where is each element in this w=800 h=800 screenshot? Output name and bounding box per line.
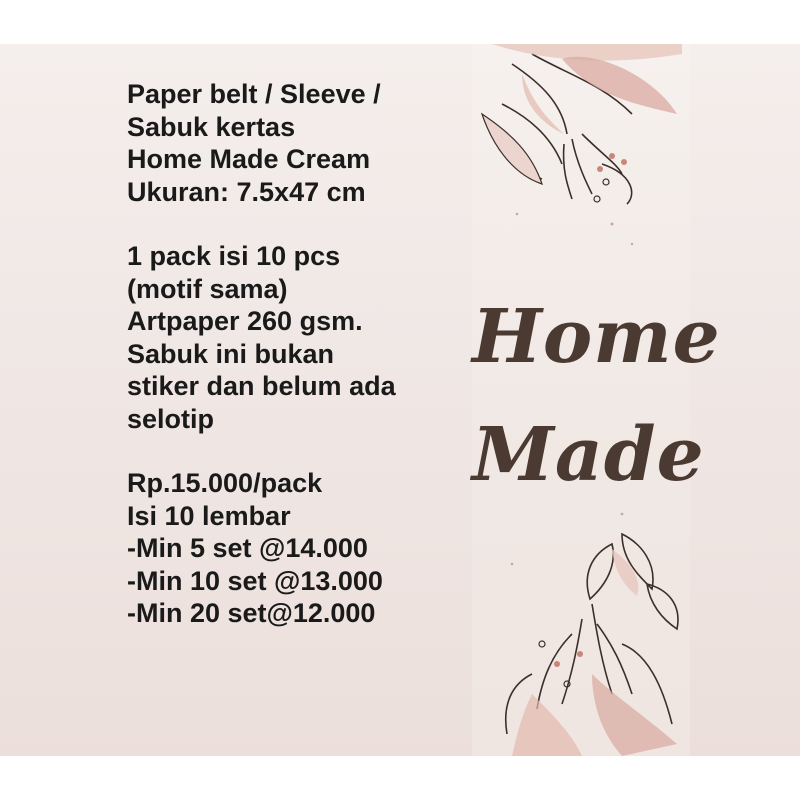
tier-price-line: -Min 5 set @14.000 [127, 533, 368, 563]
sleeve-preview [472, 44, 721, 756]
tier-price-line: -Min 10 set @13.000 [127, 565, 383, 596]
spacer [127, 435, 462, 467]
price-line: Rp.15.000/pack [127, 468, 323, 498]
watercolor-flower-icon [472, 44, 721, 756]
description-line: Sabuk ini bukan [127, 338, 335, 369]
description-line: Artpaper 260 gsm. [127, 306, 363, 336]
description-line: Ukuran: 7.5x47 cm [127, 176, 366, 207]
sleeve-brand-home: Home [472, 294, 721, 380]
description-line: Sabuk kertas [127, 111, 296, 142]
description-line: stiker dan belum ada [127, 371, 396, 401]
description-line: (motif sama) [127, 273, 288, 304]
spacer [127, 208, 462, 240]
description-line: 1 pack isi 10 pcs [127, 241, 341, 271]
description-line: Home Made Cream [127, 144, 371, 174]
description-line: selotip [127, 403, 215, 434]
product-image [0, 44, 800, 756]
tier-price-line: -Min 20 set@12.000 [127, 598, 376, 628]
description-line: Paper belt / Sleeve / [127, 79, 381, 109]
quantity-line: Isi 10 lembar [127, 500, 291, 531]
sleeve-brand-made: Made [472, 412, 705, 498]
product-description [127, 78, 462, 630]
